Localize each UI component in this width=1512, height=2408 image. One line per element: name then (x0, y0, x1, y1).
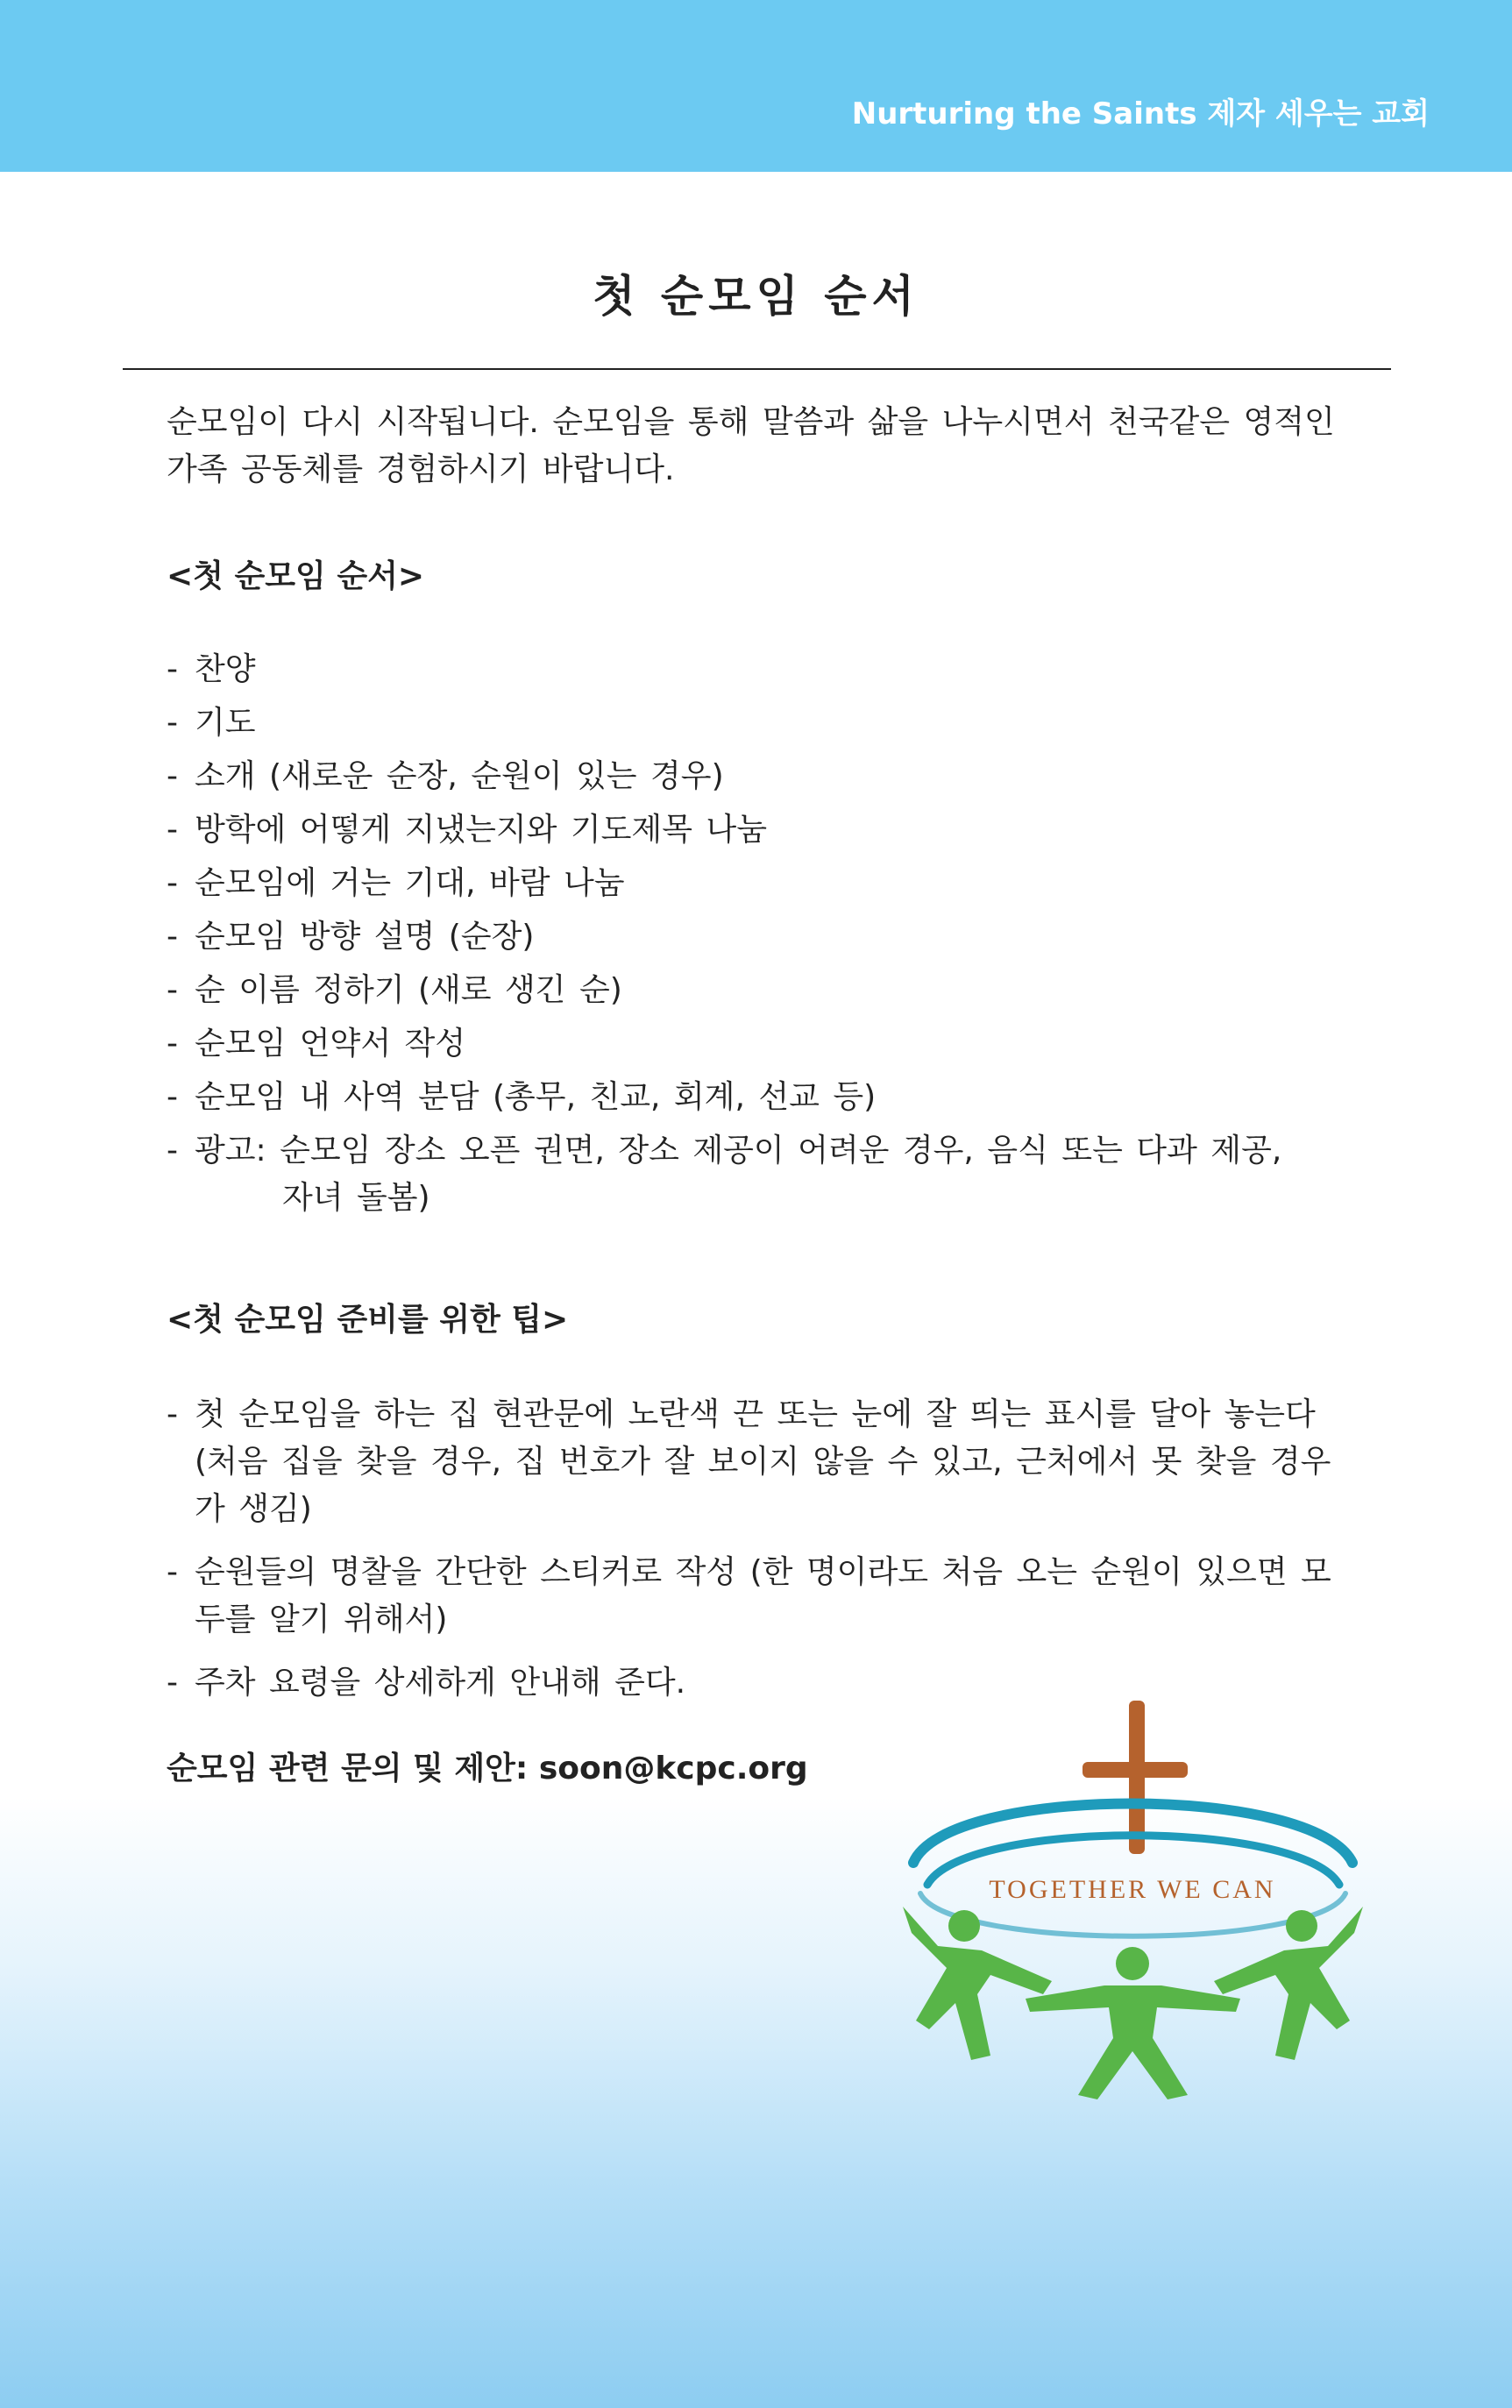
order-item: - 찬양 (167, 646, 1341, 693)
order-item: - 순모임 내 사역 분담 (총무, 친교, 회계, 선교 등) (167, 1074, 1341, 1121)
tip-item: - 첫 순모임을 하는 집 현관문에 노란색 끈 또는 눈에 잘 띄는 표시를 달아 놓는다 (처음 집을 찾을 경우, 집 번호가 잘 보이지 않을 수 있고, 근처에서 못 찾을 경우가 생김) (167, 1391, 1341, 1533)
intro-paragraph: 순모임이 다시 시작됩니다. 순모임을 통해 말씀과 삶을 나누시면서 천국같은 영적인 가족 공동체를 경험하시기 바랍니다. (167, 404, 1335, 487)
tips-heading: <첫 순모임 준비를 위한 팁> (167, 1302, 569, 1338)
order-item: - 기도 (167, 700, 1341, 747)
tip-item: - 주차 요령을 상세하게 안내해 준다. (167, 1659, 1341, 1707)
order-heading: <첫 순모임 순서> (167, 558, 425, 594)
order-item: - 순모임 방향 설명 (순장) (167, 913, 1341, 961)
order-item: - 방학에 어떻게 지냈는지와 기도제목 나눔 (167, 806, 1341, 854)
document-title: 첫 순모임 순서 (593, 271, 919, 322)
contact-line: 순모임 관련 문의 및 제안: soon@kcpc.org (167, 1751, 808, 1786)
order-item: - 순 이름 정하기 (새로 생긴 순) (167, 967, 1341, 1014)
order-item: - 소개 (새로운 순장, 순원이 있는 경우) (167, 753, 1341, 800)
cross-icon-horizontal (1083, 1762, 1188, 1778)
order-item-announcements (167, 1127, 1341, 1222)
header-tagline: Nurturing the Saints 제자 세우는 교회 (851, 96, 1430, 131)
header-banner (0, 0, 1512, 172)
order-item: - 순모임에 거는 기대, 바람 나눔 (167, 860, 1341, 907)
tips-list (167, 1391, 1341, 1707)
order-item-announcements-line1: 광고: 순모임 장소 오픈 권면, 장소 제공이 어려운 경우, 음식 또는 다과 제공, (195, 1133, 1282, 1168)
document-body (167, 399, 1341, 1793)
together-we-can-logo (894, 1696, 1372, 2099)
order-item-announcements-line2: 자녀 돌봄) (282, 1180, 430, 1216)
logo-text: TOGETHER WE CAN (989, 1875, 1276, 1904)
title-divider (123, 368, 1391, 370)
order-item: - 순모임 언약서 작성 (167, 1020, 1341, 1068)
tip-item: - 순원들의 명찰을 간단한 스티커로 작성 (한 명이라도 처음 오는 순원이 있으면 모두를 알기 위해서) (167, 1549, 1341, 1644)
order-list (167, 646, 1341, 1222)
